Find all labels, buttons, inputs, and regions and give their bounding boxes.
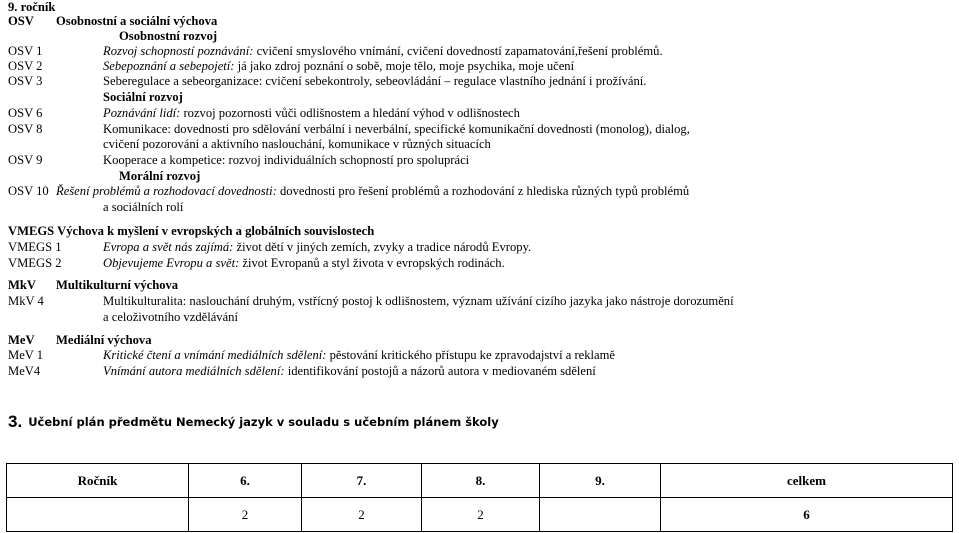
osv-item-text: já jako zdroj poznání o sobě, moje tělo, moje psychika, moje učení [234,59,575,73]
table-header-cell: celkem [661,464,953,498]
osv-item-text: dovednosti pro řešení problémů a rozhodování z hlediska různých typů problémů [276,184,690,198]
table-cell [7,498,189,532]
moralni-rozvoj-heading: Morální rozvoj [119,169,201,183]
table-header-cell: 7. [302,464,422,498]
mev-item [103,348,615,363]
osv-item [103,59,574,74]
mkv-title: Multikulturní výchova [56,278,179,292]
osv-item [103,44,663,59]
osv-item-code: OSV 3 [8,74,43,88]
osv-code: OSV [8,14,34,28]
osv-item-label: Sebepoznání a sebepojetí: [103,59,235,73]
osv-item-code: OSV 2 [8,59,43,73]
section-title: Učební plán předmětu Nemecký jazyk v souladu s učebním plánem školy [28,415,499,429]
osv-item-text: Seberegulace a sebeorganizace: cvičení sebekontroly, sebeovládání – regulace vlastního jednání i prožívání. [103,74,647,88]
socialni-rozvoj-heading: Sociální rozvoj [103,90,183,104]
mkv-item-text-continued: a celoživotního vzdělávání [103,310,238,324]
mev-item [103,364,596,379]
mkv-code: MkV [8,278,36,292]
osv-item-label: Poznávání lidí: [103,106,181,120]
table-header-cell: 9. [540,464,661,498]
mev-code: MeV [8,333,35,347]
vmegs-item-text: život Evropanů a styl života v evropských rodinách. [239,256,505,270]
mev-title: Mediální výchova [56,333,152,347]
osv-title: Osobnostní a sociální výchova [56,14,218,28]
mev-item-label: Kritické čtení a vnímání mediálních sdělení: [103,348,327,362]
osv-item-code: OSV 9 [8,153,43,167]
mev-item-code: MeV4 [8,364,41,378]
mev-item-code: MeV 1 [8,348,44,362]
vmegs-heading: VMEGS Výchova k myšlení v evropských a globálních souvislostech [8,224,375,238]
osv-item-code: OSV 8 [8,122,43,136]
mkv-item-code: MkV 4 [8,294,44,308]
osv-item-text: rozvoj pozornosti vůči odlišnostem a hledání výhod v odlišnostech [180,106,520,120]
table-cell [540,498,661,532]
osv-item-text: Kooperace a kompetice: rozvoj individuálních schopností pro spolupráci [103,153,470,167]
osv-item [103,106,520,121]
table-header-cell: Ročník [7,464,189,498]
osv-item-label: Řešení problémů a rozhodovací dovednosti: [56,184,277,198]
mev-item-text: pěstování kritického přístupu ke zpravodajství a reklamě [326,348,616,362]
mev-item-text: identifikování postojů a názorů autora v mediovaném sdělení [284,364,596,378]
section-number: 3. [8,412,23,431]
osv-item-code: OSV 1 [8,44,43,58]
vmegs-item-label: Evropa a svět nás zajímá: [103,240,234,254]
table-header-row [7,464,953,498]
vmegs-item-label: Objevujeme Evropu a svět: [103,256,240,270]
vmegs-item [103,256,505,271]
osv-item-code: OSV 6 [8,106,43,120]
osv-item-text: Komunikace: dovednosti pro sdělování verbální i neverbální, specifické komunikační dovednosti (monolog), dialog, [103,122,690,136]
table-header-cell: 6. [189,464,302,498]
vmegs-item-text: život dětí v jiných zemích, zvyky a tradice národů Evropy. [233,240,532,254]
mkv-item-text: Multikulturalita: naslouchání druhým, vstřícný postoj k odlišnostem, význam užívání cizího jazyka jako nástroje dorozumění [103,294,734,308]
osobnostni-rozvoj-heading: Osobnostní rozvoj [119,29,218,43]
table-cell: 2 [422,498,540,532]
grade-heading: 9. ročník [8,0,56,14]
vmegs-item-code: VMEGS 1 [8,240,62,254]
osv-item-text-continued: cvičení pozorování a aktivního naslouchání, komunikace v různých situacích [103,137,491,151]
osv-item-text-continued: a sociálních rolí [103,200,184,214]
vmegs-item [103,240,531,255]
vmegs-item-code: VMEGS 2 [8,256,62,270]
osv-item [56,184,689,199]
osv-item-text: cvičení smyslového vnímání, cvičení dovedností zapamatování,řešení problémů. [253,44,663,58]
table-cell: 2 [302,498,422,532]
table-cell-total: 6 [661,498,953,532]
table-header-cell: 8. [422,464,540,498]
table-cell: 2 [189,498,302,532]
study-plan-table [6,463,953,532]
section-3-heading [8,412,499,432]
osv-item-label: Rozvoj schopností poznávání: [103,44,254,58]
mev-item-label: Vnímání autora mediálních sdělení: [103,364,285,378]
table-row [7,498,953,532]
osv-item-code: OSV 10 [8,184,49,198]
